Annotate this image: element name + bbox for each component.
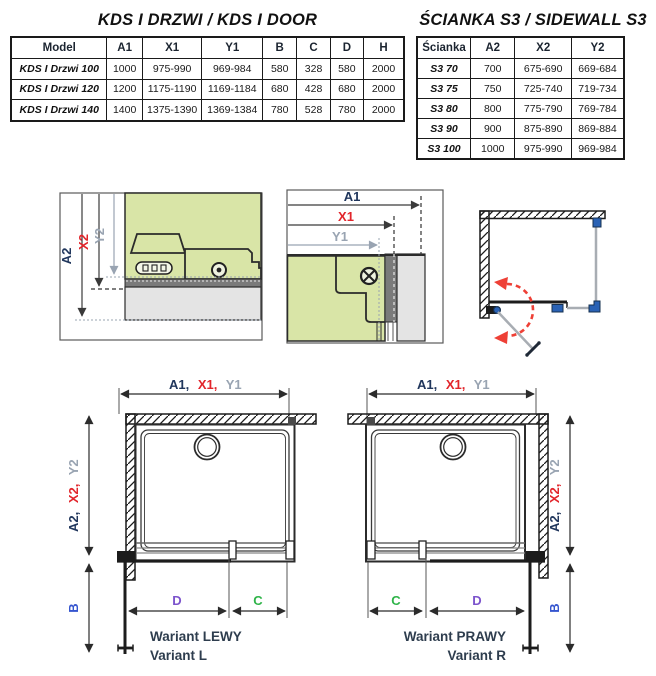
table-row: [417, 79, 624, 99]
dim-label-a2: A2: [59, 247, 74, 265]
adjustment-slot: [136, 262, 172, 274]
col-header-c: C: [297, 37, 330, 59]
diagram-door-swing: [470, 195, 656, 360]
table-cell: 1375-1390: [142, 100, 202, 121]
table-cell: 800: [471, 99, 515, 119]
model-name: S3 80: [417, 99, 471, 119]
sidewall-spec-table: [416, 36, 625, 160]
table-cell: 975-990: [515, 139, 572, 160]
table-cell: 725-740: [515, 79, 572, 99]
table-row: [11, 100, 404, 121]
table-cell: 969-984: [202, 59, 263, 80]
diagram-door-section: [278, 183, 456, 351]
dim-label-y1: Y1: [332, 229, 348, 244]
door-open: [523, 561, 538, 654]
col-header-y1: Y1: [202, 37, 263, 59]
seal-strip: [385, 254, 397, 322]
dim-label-d: D: [172, 593, 182, 608]
col-header-model: Model: [11, 37, 107, 59]
model-name: S3 70: [417, 59, 471, 79]
wall-profile: [397, 254, 425, 341]
col-header-x2: X2: [515, 37, 572, 59]
table-cell: 1369-1384: [202, 100, 263, 121]
model-name: S3 100: [417, 139, 471, 160]
table-cell: 700: [471, 59, 515, 79]
dim-label-y2: Y2: [92, 228, 107, 244]
table-cell: 900: [471, 119, 515, 139]
table-row: [417, 99, 624, 119]
fixed-panel: [489, 218, 601, 312]
dim-label-b: B: [547, 603, 562, 613]
table-cell: 1169-1184: [202, 79, 263, 100]
col-header-d: D: [330, 37, 363, 59]
dim-label-c: C: [253, 593, 263, 608]
table-cell: 2000: [364, 100, 404, 121]
table-row: [11, 79, 404, 100]
caption: [150, 629, 242, 663]
col-header-x1: X1: [142, 37, 202, 59]
col-header-scianka: Ścianka: [417, 37, 471, 59]
dim-label-b: B: [66, 603, 81, 613]
table-cell: 775-790: [515, 99, 572, 119]
diagram-sidewall-section: [55, 185, 270, 345]
table-cell: 769-784: [571, 99, 624, 119]
table-cell: 680: [330, 79, 363, 100]
doors-table-title: KDS I DRZWI / KDS I DOOR: [97, 11, 318, 29]
dim-label-side: A2, X2, Y2: [66, 459, 81, 532]
col-header-b: B: [263, 37, 297, 59]
bottom-dimensions: [368, 558, 524, 618]
table-row: [417, 59, 624, 79]
table-cell: 580: [330, 59, 363, 80]
caption-line2: Variant R: [447, 648, 506, 663]
sidewall-table-title: ŚCIANKA S3 / SIDEWALL S3: [419, 11, 647, 29]
table-row: [417, 119, 624, 139]
table-cell: 1000: [471, 139, 515, 160]
model-name: KDS I Drzwi 120: [11, 79, 107, 100]
side-dimension: [547, 416, 570, 652]
table-cell: 780: [263, 100, 297, 121]
table-cell: 1000: [107, 59, 142, 80]
model-name: KDS I Drzwi 140: [11, 100, 107, 121]
model-name: S3 90: [417, 119, 471, 139]
table-cell: 2000: [364, 79, 404, 100]
bottom-dimensions: [129, 558, 287, 618]
table-cell: 680: [263, 79, 297, 100]
side-dimension: [66, 416, 89, 652]
doors-spec-table: [10, 36, 405, 122]
table-cell: 975-990: [142, 59, 202, 80]
caption: [404, 629, 507, 663]
dim-label-top: A1, X1, Y1: [417, 378, 490, 392]
table-cell: 428: [297, 79, 330, 100]
col-header-h: H: [364, 37, 404, 59]
table-cell: 528: [297, 100, 330, 121]
caption-line1: Wariant LEWY: [150, 629, 242, 644]
table-header-row: [11, 37, 404, 59]
table-cell: 719-734: [571, 79, 624, 99]
table-row: [417, 139, 624, 160]
door-open: [486, 306, 541, 357]
table-cell: 2000: [364, 59, 404, 80]
col-header-a1: A1: [107, 37, 142, 59]
bracket: [288, 417, 296, 425]
table-cell: 675-690: [515, 59, 572, 79]
dim-label-x1: X1: [338, 209, 354, 224]
table-header-row: [417, 37, 624, 59]
table-cell: 1175-1190: [142, 79, 202, 100]
table-cell: 780: [330, 100, 363, 121]
diagram-variant-right: [335, 378, 599, 672]
dim-label-side: A2, X2, Y2: [547, 459, 562, 532]
table-cell: 750: [471, 79, 515, 99]
model-name: KDS I Drzwi 100: [11, 59, 107, 80]
table-cell: 1400: [107, 100, 142, 121]
bracket: [552, 305, 563, 313]
caption-line1: Wariant PRAWY: [403, 629, 506, 644]
bracket: [367, 417, 375, 425]
table-cell: 969-984: [571, 139, 624, 160]
shower-tray: [136, 417, 297, 562]
table-cell: 580: [263, 59, 297, 80]
dim-label-d: D: [472, 593, 482, 608]
table-row: [11, 59, 404, 80]
table-cell: 1200: [107, 79, 142, 100]
col-header-a2: A2: [471, 37, 515, 59]
table-cell: 328: [297, 59, 330, 80]
glass-profile-section: [125, 193, 261, 320]
bracket: [593, 218, 601, 227]
wall-profile: [125, 287, 261, 320]
shower-tray: [366, 417, 525, 562]
table-cell: 869-884: [571, 119, 624, 139]
col-header-y2: Y2: [571, 37, 624, 59]
corner-bracket: [589, 301, 600, 312]
diagram-variant-left: [60, 378, 322, 672]
dim-label-c: C: [391, 593, 401, 608]
dim-label-top: A1, X1, Y1: [169, 378, 242, 392]
dim-label-x2: X2: [76, 234, 91, 250]
glass-profile-section: [287, 254, 425, 341]
model-name: S3 75: [417, 79, 471, 99]
table-cell: 875-890: [515, 119, 572, 139]
table-cell: 669-684: [571, 59, 624, 79]
seal-strip: [125, 279, 261, 287]
dim-label-a1: A1: [343, 189, 361, 204]
caption-line2: Variant L: [150, 648, 208, 663]
